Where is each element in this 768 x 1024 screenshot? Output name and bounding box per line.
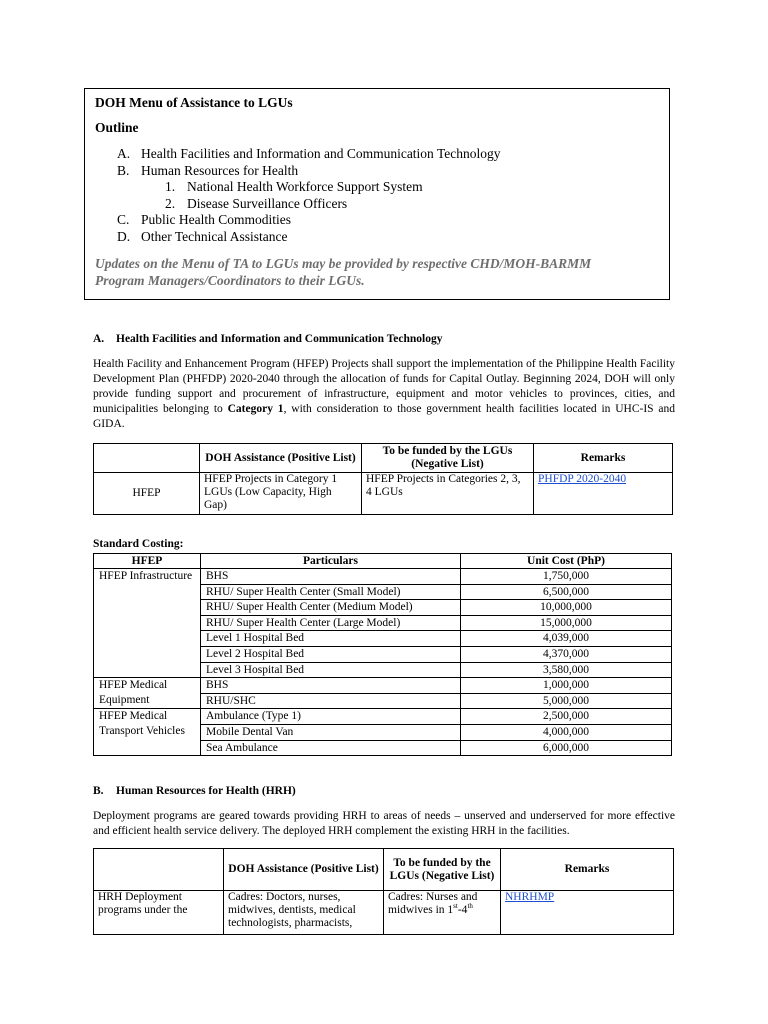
cost-value: 1,750,000 xyxy=(461,569,672,585)
cost-value: 1,000,000 xyxy=(461,678,672,694)
hrh-table-header-positive: DOH Assistance (Positive List) xyxy=(224,849,384,891)
hrh-program-cell: HRH Deployment programs under the xyxy=(94,891,224,935)
cost-particular: RHU/ Super Health Center (Medium Model) xyxy=(201,600,461,616)
cost-value: 6,000,000 xyxy=(461,740,672,756)
cost-particular: BHS xyxy=(201,678,461,694)
section-a-paragraph: Health Facility and Enhancement Program (HFEP) Projects shall support the implementation of the Philippine Health Facility Development Plan (PHFDP) 2020-2040 through the allocation of funds for Capital Outlay. Beginning 2024, DOH will only provide funding support and procurement of infrastructure, equipment and motor vehicles to provinces, cities, and municipalities belonging to Category 1, with consideration to those government health facilities located in UHC-IS and GIDA. xyxy=(93,358,676,430)
nhrhmp-link[interactable]: NHRHMP xyxy=(505,891,555,903)
cost-group-infrastructure: HFEP Infrastructure xyxy=(94,569,201,678)
cost-particular: Level 2 Hospital Bed xyxy=(201,646,461,662)
cost-header-hfep: HFEP xyxy=(94,554,201,569)
hfep-table-header-blank xyxy=(94,444,200,473)
cost-header-particulars: Particulars xyxy=(201,554,461,569)
cost-value: 10,000,000 xyxy=(461,600,672,616)
hfep-negative-cell: HFEP Projects in Categories 2, 3, 4 LGUs xyxy=(362,473,534,515)
hfep-table-header-negative: To be funded by the LGUs (Negative List) xyxy=(362,444,534,473)
cost-particular: Level 3 Hospital Bed xyxy=(201,662,461,678)
cost-value: 4,370,000 xyxy=(461,646,672,662)
section-b-paragraph: Deployment programs are geared towards providing HRH to areas of needs – unserved and underserved for more effective and efficient health service delivery. The deployed HRH complement the existing HRH in the facilities. xyxy=(93,810,675,837)
hrh-positive-cell: Cadres: Doctors, nurses, midwives, dentists, medical technologists, pharmacists, xyxy=(224,891,384,935)
phfdp-link[interactable]: PHFDP 2020-2040 xyxy=(538,473,627,485)
cost-value: 3,580,000 xyxy=(461,662,672,678)
document-title: DOH Menu of Assistance to LGUs xyxy=(95,95,293,110)
hfep-table xyxy=(93,443,673,515)
cost-particular: Mobile Dental Van xyxy=(201,724,461,740)
hrh-table-header-blank xyxy=(94,849,224,891)
outline-item-d: D. Other Technical Assistance xyxy=(117,228,288,244)
hrh-remarks-cell xyxy=(501,891,674,935)
outline-box xyxy=(84,88,670,300)
cost-group-vehicles: HFEP Medical Transport Vehicles xyxy=(94,709,201,756)
hfep-table-header-remarks: Remarks xyxy=(534,444,673,473)
outline-label: Outline xyxy=(95,120,139,135)
cost-value: 5,000,000 xyxy=(461,693,672,709)
hfep-remarks-cell xyxy=(534,473,673,515)
hfep-program-cell: HFEP xyxy=(94,473,200,515)
cost-value: 4,039,000 xyxy=(461,631,672,647)
update-note: Updates on the Menu of TA to LGUs may be provided by respective CHD/MOH-BARMM Program Managers/Coordinators to their LGUs. xyxy=(95,256,592,288)
hfep-positive-cell: HFEP Projects in Category 1 LGUs (Low Capacity, High Gap) xyxy=(200,473,362,515)
cost-value: 6,500,000 xyxy=(461,584,672,600)
cost-particular: Level 1 Hospital Bed xyxy=(201,631,461,647)
hrh-table xyxy=(93,848,674,935)
hrh-table-header-remarks: Remarks xyxy=(501,849,674,891)
cost-group-equipment: HFEP Medical Equipment xyxy=(94,678,201,709)
hrh-table-header-negative: To be funded by the LGUs (Negative List) xyxy=(384,849,501,891)
section-a-heading: A. Health Facilities and Information and Communication Technology xyxy=(93,333,443,345)
cost-particular: Sea Ambulance xyxy=(201,740,461,756)
cost-particular: Ambulance (Type 1) xyxy=(201,709,461,725)
cost-particular: BHS xyxy=(201,569,461,585)
cost-particular: RHU/SHC xyxy=(201,693,461,709)
outline-item-b2: 2. Disease Surveillance Officers xyxy=(165,195,348,211)
cost-particular: RHU/ Super Health Center (Small Model) xyxy=(201,584,461,600)
cost-header-unit-cost: Unit Cost (PhP) xyxy=(461,554,672,569)
standard-costing-table xyxy=(93,553,672,756)
outline-item-c: C. Public Health Commodities xyxy=(117,212,291,227)
cost-particular: RHU/ Super Health Center (Large Model) xyxy=(201,615,461,631)
cost-value: 2,500,000 xyxy=(461,709,672,725)
outline-item-a: A. Health Facilities and Information and Communication Technology xyxy=(117,146,501,161)
outline-list xyxy=(95,146,659,245)
outline-item-b1: 1. National Health Workforce Support System xyxy=(165,179,423,194)
cost-value: 15,000,000 xyxy=(461,615,672,631)
standard-costing-label: Standard Costing: xyxy=(93,538,184,550)
hrh-negative-cell: Cadres: Nurses and midwives in 1st-4th xyxy=(384,891,501,935)
outline-item-b: B. Human Resources for Health xyxy=(117,162,299,178)
cost-value: 4,000,000 xyxy=(461,724,672,740)
hfep-table-header-positive: DOH Assistance (Positive List) xyxy=(200,444,362,473)
section-b-heading: B. Human Resources for Health (HRH) xyxy=(93,785,296,797)
